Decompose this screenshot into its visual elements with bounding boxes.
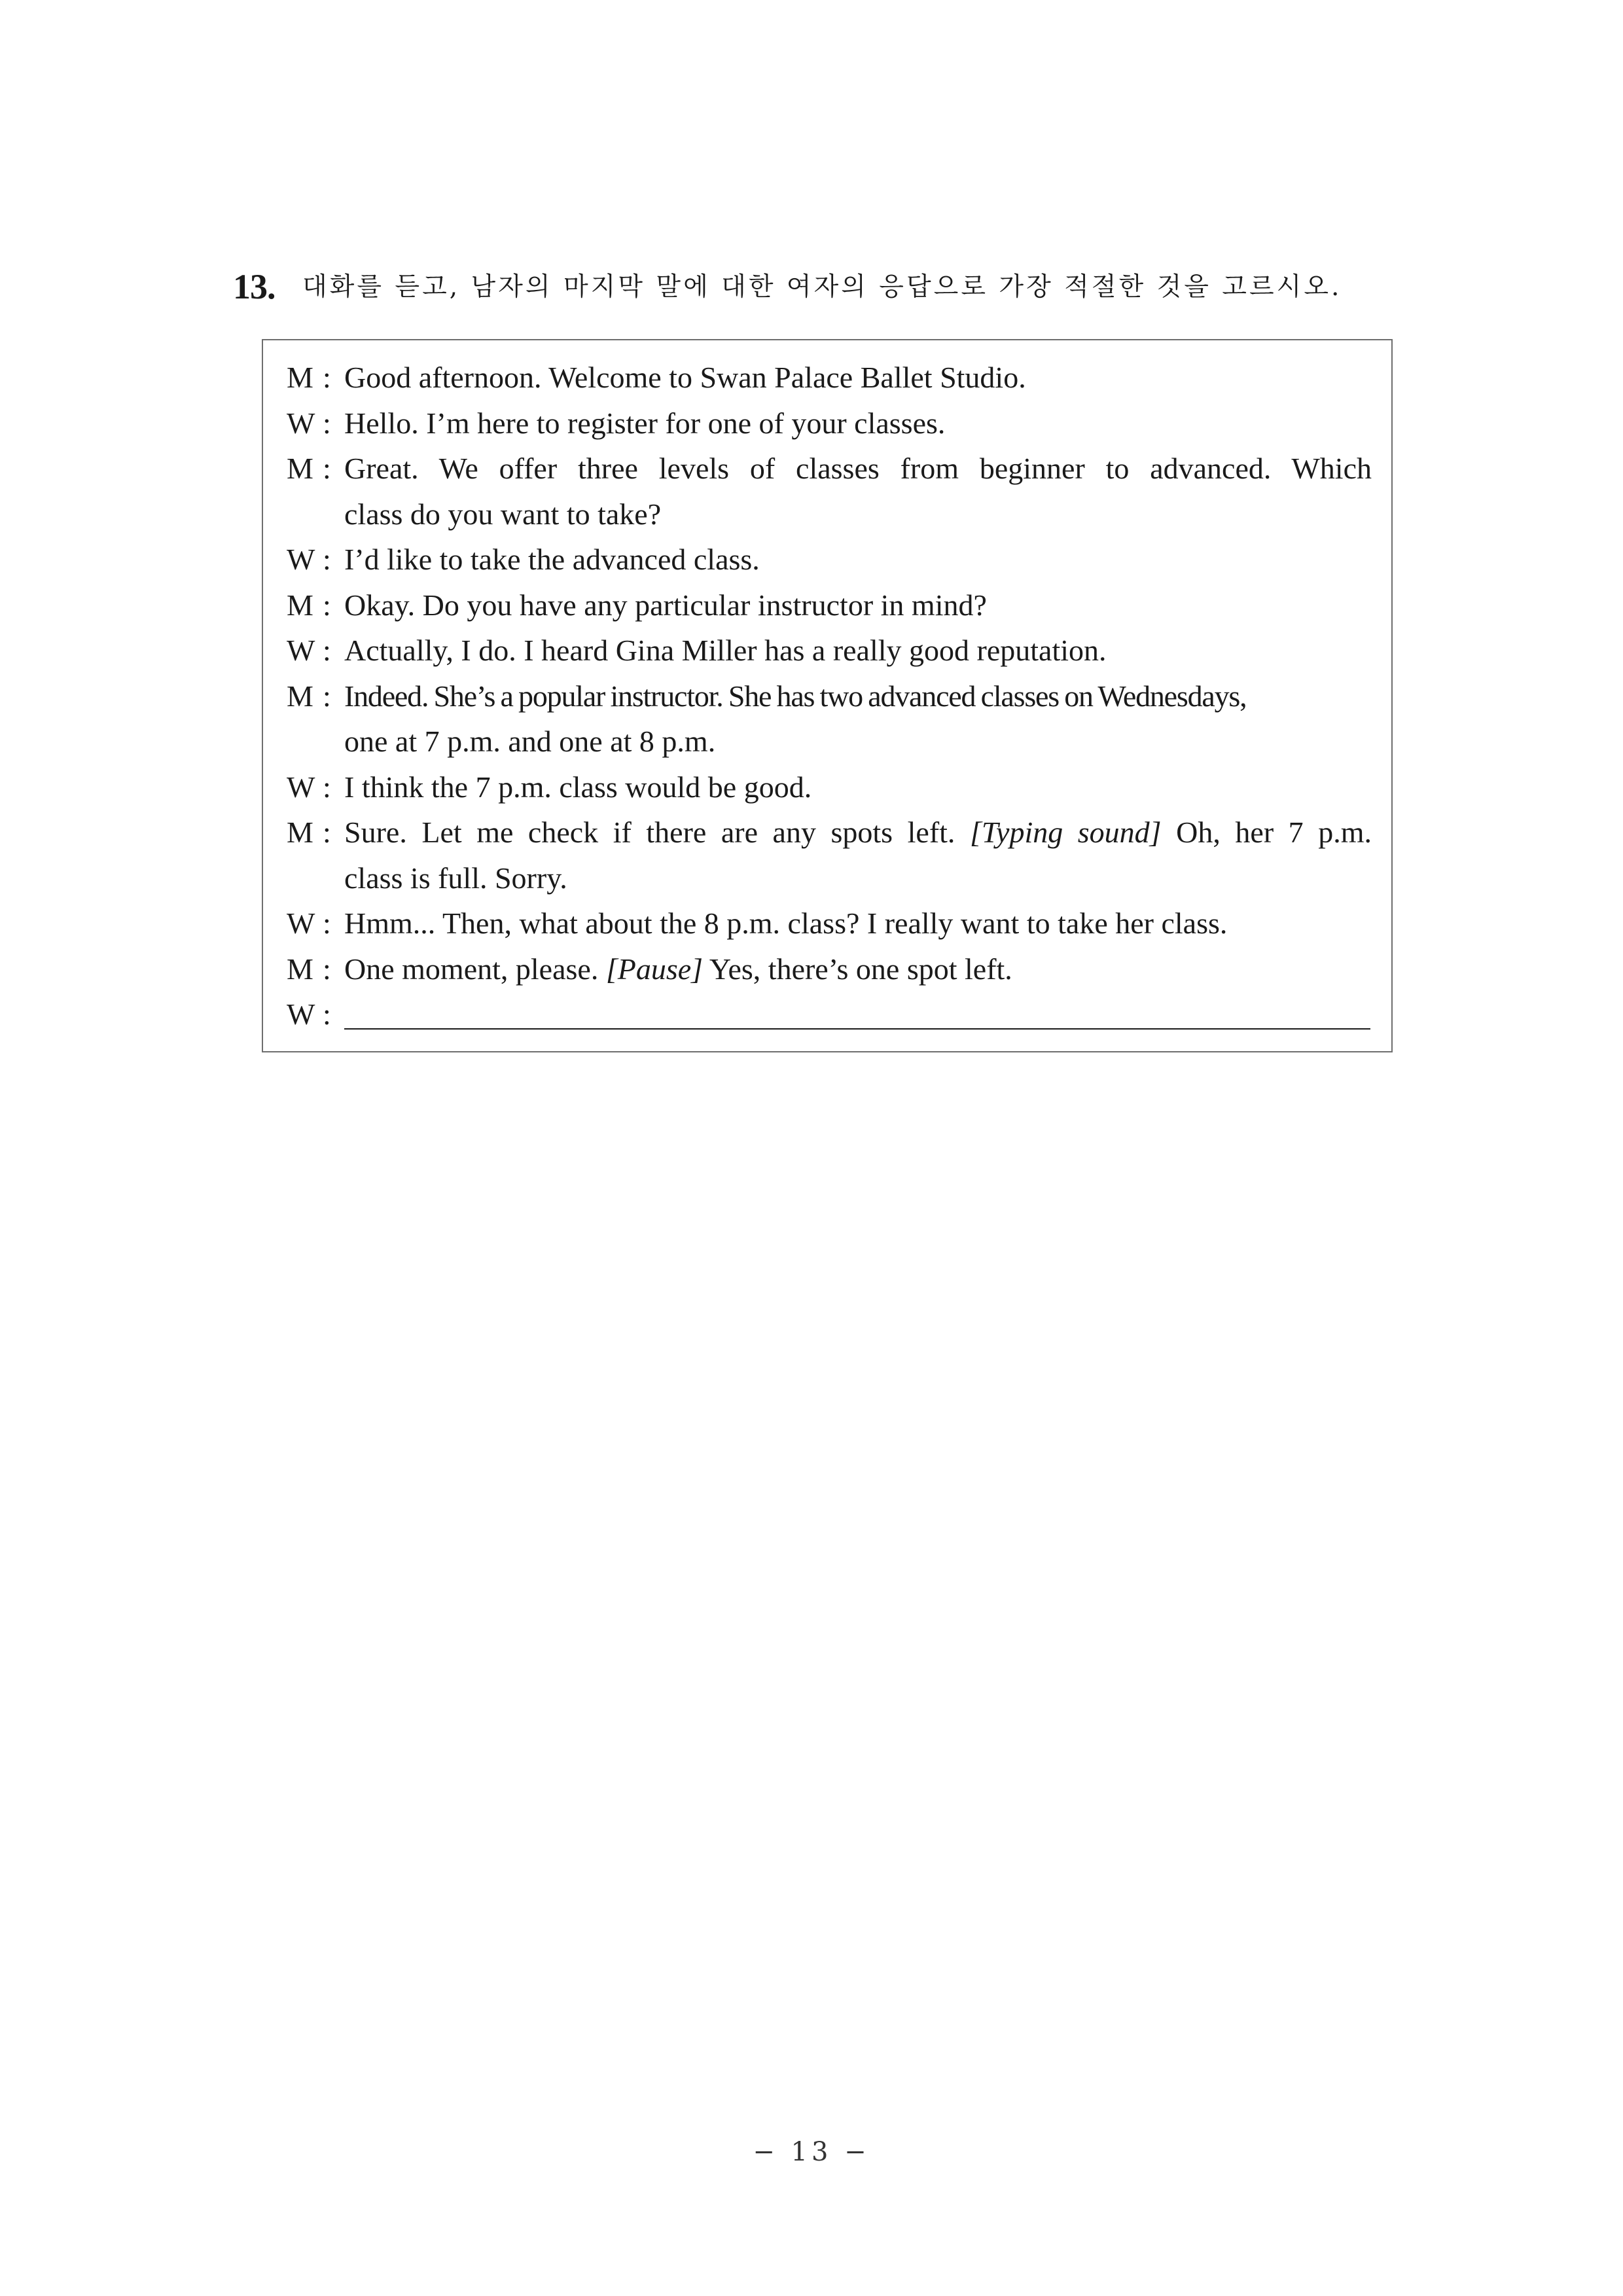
speaker-label: W xyxy=(287,906,315,940)
dialogue-line-continuation xyxy=(263,855,1391,901)
dialogue-line xyxy=(263,628,1391,673)
utterance-text: Okay. Do you have any particular instructor in mind? xyxy=(344,588,987,622)
utterance-text-after: Yes, there’s one spot left. xyxy=(703,952,1012,986)
dialogue-line xyxy=(263,537,1391,583)
stage-direction: [Typing sound] xyxy=(969,816,1162,849)
utterance-text xyxy=(344,810,1372,855)
utterance-text xyxy=(344,946,1372,992)
speaker-colon: : xyxy=(323,543,331,576)
speaker-label: M xyxy=(287,816,313,849)
dialogue-line xyxy=(263,355,1391,401)
speaker-label: M xyxy=(287,952,313,986)
speaker-colon: : xyxy=(323,634,331,667)
speaker-colon: : xyxy=(323,452,331,485)
speaker-label: M xyxy=(287,361,313,394)
speaker-label: W xyxy=(287,543,315,576)
dialogue-line xyxy=(263,901,1391,946)
speaker-colon: : xyxy=(323,816,331,849)
utterance-text: I’d like to take the advanced class. xyxy=(344,543,760,576)
utterance-text: Indeed. She’s a popular instructor. She has two advanced classes on Wednesdays, xyxy=(344,679,1247,713)
utterance-continuation: class is full. Sorry. xyxy=(344,861,567,895)
dialogue-line-continuation xyxy=(263,492,1391,537)
utterance-text-before: Sure. Let me check if there are any spots left. xyxy=(344,816,970,849)
utterance-continuation: class do you want to take? xyxy=(344,497,662,531)
speaker-label: M xyxy=(287,588,313,622)
dialogue-line xyxy=(263,583,1391,628)
page-number: − 13 − xyxy=(753,2137,870,2167)
speaker-colon: : xyxy=(323,952,331,986)
speaker-colon: : xyxy=(323,770,331,804)
dialogue-line xyxy=(263,764,1391,810)
question-header xyxy=(233,260,1398,313)
speaker-label: W xyxy=(287,997,315,1031)
speaker-colon: : xyxy=(323,906,331,940)
dialogue-line xyxy=(263,673,1391,719)
speaker-colon: : xyxy=(323,361,331,394)
dialogue-lines xyxy=(263,355,1391,1037)
utterance-text: Actually, I do. I heard Gina Miller has a really good reputation. xyxy=(344,634,1107,667)
dialogue-line xyxy=(263,810,1391,855)
utterance-text: Hmm... Then, what about the 8 p.m. class? I really want to take her class. xyxy=(344,906,1228,940)
utterance-continuation: one at 7 p.m. and one at 8 p.m. xyxy=(344,725,716,758)
question-instruction: 대화를 듣고, 남자의 마지막 말에 대한 여자의 응답으로 가장 적절한 것을 고르시오. xyxy=(302,272,1342,302)
speaker-label: W xyxy=(287,406,315,440)
speaker-label: M xyxy=(287,679,313,713)
speaker-colon: : xyxy=(323,406,331,440)
question-number: 13. xyxy=(233,267,276,306)
dialogue-script-box xyxy=(262,339,1393,1052)
speaker-colon: : xyxy=(323,588,331,622)
dialogue-line xyxy=(263,946,1391,992)
speaker-colon: : xyxy=(323,997,331,1031)
utterance-text: Hello. I’m here to register for one of your classes. xyxy=(344,406,946,440)
dialogue-line xyxy=(263,401,1391,446)
speaker-label: M xyxy=(287,452,313,485)
utterance-text: Good afternoon. Welcome to Swan Palace Ballet Studio. xyxy=(344,361,1026,394)
speaker-label: W xyxy=(287,770,315,804)
speaker-colon: : xyxy=(323,679,331,713)
utterance-text: Great. We offer three levels of classes from beginner to advanced. Which xyxy=(344,452,1372,485)
utterance-text: I think the 7 p.m. class would be good. xyxy=(344,770,812,804)
dialogue-line xyxy=(263,992,1391,1037)
utterance-text-after: Oh, her 7 p.m. xyxy=(1161,816,1372,849)
dialogue-line xyxy=(263,446,1391,492)
utterance-text-before: One moment, please. xyxy=(344,952,606,986)
answer-blank-line xyxy=(344,1028,1370,1030)
speaker-label: W xyxy=(287,634,315,667)
stage-direction: [Pause] xyxy=(605,952,704,986)
dialogue-line-continuation xyxy=(263,719,1391,764)
